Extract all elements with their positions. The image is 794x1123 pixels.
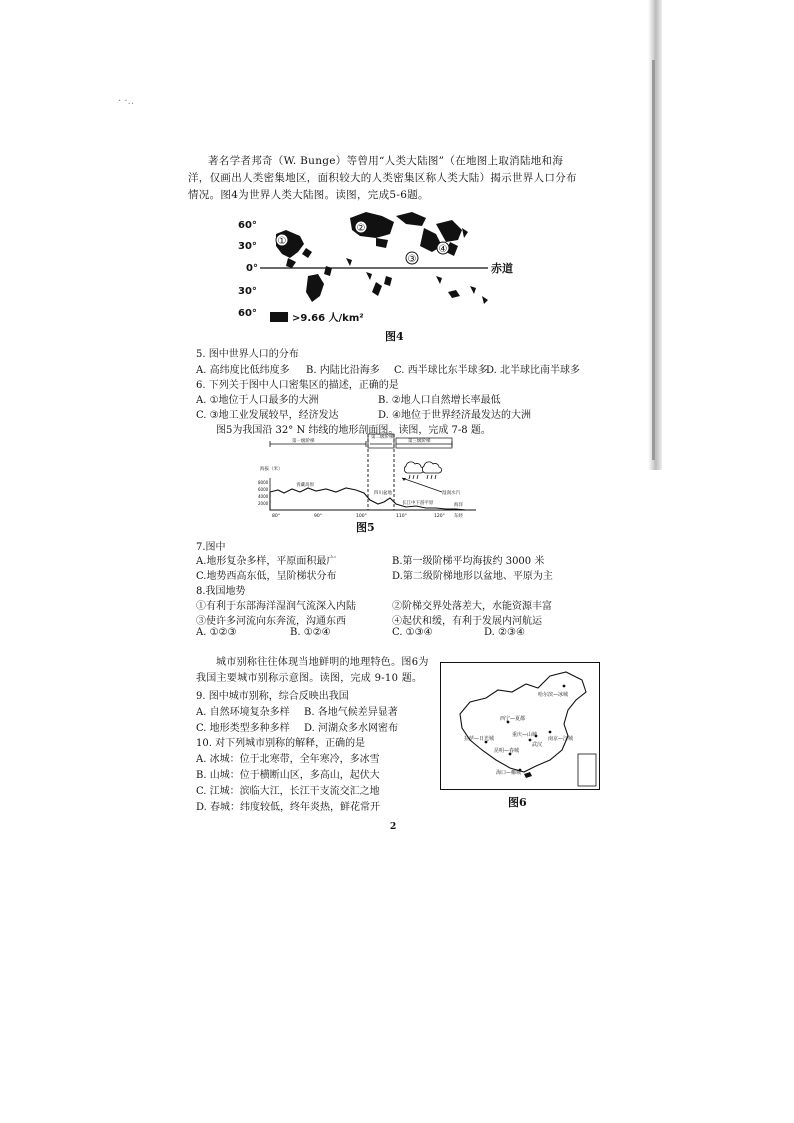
xtick-90: 90° <box>314 514 322 519</box>
figure-6-china-city-nicknames-map <box>440 662 600 794</box>
q5-option-d[interactable]: D. 北半球比南半球多 <box>486 365 581 376</box>
city-label-haikou: 海口—椰城 <box>496 770 522 776</box>
q9-stem: 9. 图中城市别称，综合反映出我国 <box>196 691 349 702</box>
figure-5-caption: 图5 <box>356 521 375 534</box>
figure-6-caption: 图6 <box>508 796 527 809</box>
q10-option-d[interactable]: D. 春城：纬度较低，终年炎热，鲜花常开 <box>196 802 381 813</box>
step-1-label: 第一级阶梯 <box>292 439 315 444</box>
q10-stem: 10. 对下列城市别称的解释，正确的是 <box>196 738 366 749</box>
figure-5-terrain-profile <box>256 432 478 524</box>
xtick-120: 120° <box>434 514 445 519</box>
plain-label: 长江中下游平原 <box>402 501 434 506</box>
q7-option-b[interactable]: B.第一级阶梯平均海拔约 3000 米 <box>392 556 545 567</box>
xtick-100: 100° <box>356 514 367 519</box>
wind-label: 湿润水汽 <box>442 491 460 496</box>
q8-option-d[interactable]: D. ②③④ <box>484 627 525 638</box>
q5-stem: 5. 图中世界人口的分布 <box>196 349 299 360</box>
q8-statement-2: ②阶梯交界处落差大，水能资源丰富 <box>392 601 552 612</box>
lat-label-60s: 60° <box>238 308 257 319</box>
scan-page-edge <box>648 0 662 470</box>
q8-statement-3: ③使许多河流向东奔流，沟通东西 <box>196 616 346 627</box>
scan-specks: · ·‥ <box>118 96 135 107</box>
legend-swatch <box>270 312 288 322</box>
city-label-kunming: 昆明—春城 <box>494 748 520 754</box>
intro-paragraph-5-6: 著名学者邦奇（W. Bunge）等曾用“人类大陆图”（在地图上取消陆地和海洋，仅画出人类密集地区，面积较大的人类密集区称人类大陆）揭示世界人口分布情况。图4为世界人类大陆图。读图，完成5-6题。 <box>188 155 577 201</box>
q8-option-c[interactable]: C. ①③④ <box>392 627 433 638</box>
figure-4-caption: 图4 <box>385 330 404 343</box>
q9-option-a[interactable]: A. 自然环境复杂多样 <box>196 707 290 718</box>
equator-label: 赤道 <box>491 262 513 275</box>
step-2-label: 第二级阶梯 <box>371 435 394 440</box>
q8-statement-1: ①有利于东部海洋湿润气流深入内陆 <box>196 601 356 612</box>
q10-option-c[interactable]: C. 江城：滨临大江，长江干支流交汇之地 <box>196 786 380 797</box>
q8-stem: 8.我国地势 <box>196 586 246 597</box>
q5-option-a[interactable]: A. 高纬度比低纬度多 <box>196 365 290 376</box>
q6-option-c[interactable]: C. ③地工业发展较早，经济发达 <box>196 410 339 421</box>
marker-4-label: ④ <box>438 244 448 255</box>
q9-option-d[interactable]: D. 河湖众多水网密布 <box>304 723 399 734</box>
city-label-lhasa: 拉萨—日光城 <box>464 736 495 742</box>
figure-4-world-population-map <box>226 206 526 346</box>
q6-option-b[interactable]: B. ②地人口自然增长率最低 <box>378 395 501 406</box>
cloud-rain-icon <box>404 462 441 479</box>
basin-label: 四川盆地 <box>374 491 392 496</box>
q8-statement-4: ④起伏和缓，有利于发展内河航运 <box>392 616 542 627</box>
q7-option-d[interactable]: D.第二级阶梯地形以盆地、平原为主 <box>392 571 553 582</box>
q6-stem: 6. 下列关于图中人口密集区的描述，正确的是 <box>196 380 399 391</box>
q5-option-b[interactable]: B. 内陆比沿海多 <box>306 365 380 376</box>
ytick-6000: 6000 <box>258 487 269 492</box>
city-label-chongqing: 重庆—山城 <box>512 732 538 738</box>
legend-label: >9.66 人/km² <box>292 313 364 324</box>
q5-option-c[interactable]: C. 西半球比东半球多 <box>394 365 488 376</box>
intro-paragraph-9-10: 城市别称往往体现当地鲜明的地理特色。图6为我国主要城市别称示意图。读图，完成 9-10 题。 <box>196 657 429 684</box>
sea-label: 海洋 <box>454 503 463 508</box>
q10-option-a[interactable]: A. 冰城：位于北寒带，全年寒冷，多冰雪 <box>196 754 380 765</box>
population-blobs <box>276 212 488 304</box>
lat-label-30n: 30° <box>238 241 257 252</box>
q9-option-c[interactable]: C. 地形类型多种多样 <box>196 723 290 734</box>
plateau-label: 青藏高原 <box>296 483 314 488</box>
q10-option-b[interactable]: B. 山城：位于横断山区，多高山，起伏大 <box>196 770 380 781</box>
q6-option-d[interactable]: D. ④地位于世界经济最发达的大洲 <box>378 410 531 421</box>
city-label-harbin: 哈尔滨—冰城 <box>538 692 569 698</box>
q7-option-c[interactable]: C.地势西高东低，呈阶梯状分布 <box>196 571 337 582</box>
xtick-110: 110° <box>396 514 407 519</box>
q8-option-b[interactable]: B. ①②④ <box>290 627 331 638</box>
page-number: 2 <box>390 822 397 832</box>
step-3-label: 第三级阶梯 <box>408 439 431 444</box>
xtick-80: 80° <box>272 514 280 519</box>
ytick-4000: 4000 <box>258 494 269 499</box>
ytick-2000: 2000 <box>258 501 269 506</box>
q7-option-a[interactable]: A.地形复杂多样，平原面积最广 <box>196 556 337 567</box>
city-label-nanjing: 南京—江城 <box>548 736 574 742</box>
q9-option-b[interactable]: B. 各地气候差异显著 <box>304 707 398 718</box>
lat-label-60n: 60° <box>238 220 257 231</box>
ytick-8000: 8000 <box>258 480 269 485</box>
marker-1-label: ① <box>277 236 287 247</box>
lat-label-0: 0° <box>246 263 258 274</box>
marker-2-label: ② <box>356 223 366 234</box>
city-label-wuhan: 武汉 <box>532 742 543 748</box>
lat-label-30s: 30° <box>238 286 257 297</box>
q6-option-a[interactable]: A. ①地位于人口最多的大洲 <box>196 395 319 406</box>
yaxis-label: 海拔（米） <box>260 467 283 472</box>
xaxis-unit: 东经 <box>454 514 463 519</box>
city-label-xining: 西宁—夏都 <box>500 716 526 722</box>
marker-3-label: ③ <box>407 254 417 265</box>
south-sea-inset <box>578 754 596 786</box>
intro-paragraph-7-8: 图5为我国沿 32° N 纬线的地形剖面图。读图，完成 7-8 题。 <box>216 425 491 436</box>
q7-stem: 7.图中 <box>196 542 226 553</box>
scan-page-edge-line <box>652 60 655 460</box>
q8-option-a[interactable]: A. ①②③ <box>196 627 237 638</box>
airflow-arrow <box>402 478 442 492</box>
